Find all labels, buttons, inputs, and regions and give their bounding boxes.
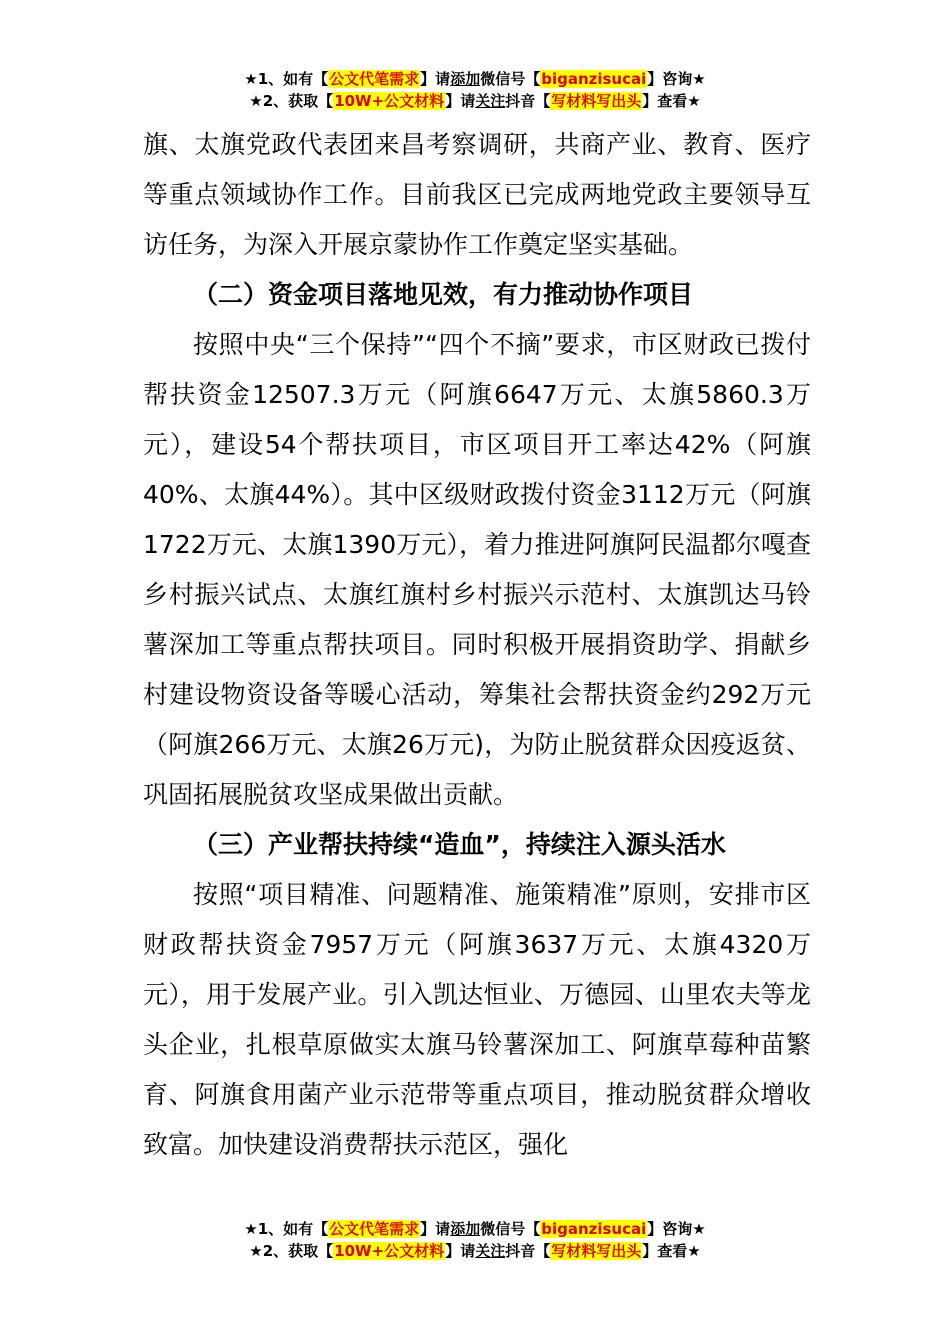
promo-highlight-wechat-id: biganzisucai (541, 1220, 647, 1238)
promo-highlight-douyin: 写材料写出头 (551, 1242, 642, 1260)
section-heading-2: （二）资金项目落地见效，有力推动协作项目 (193, 280, 694, 309)
promo-highlight-materials: 10W+公文材料 (334, 92, 445, 110)
promo-line-1: ★1、如有【公文代笔需求】请添加微信号【biganzisucai】咨询★ (244, 70, 706, 88)
promo-highlight-wechat-id: biganzisucai (541, 70, 647, 88)
promo-highlight-service: 公文代笔需求 (329, 70, 420, 88)
footer-promo-banner (0, 1218, 950, 1262)
promo-line-2: ★2、获取【10W+公文材料】请关注抖音【写材料写出头】查看★ (249, 1242, 701, 1260)
document-body (143, 120, 811, 1170)
promo-highlight-service: 公文代笔需求 (329, 1220, 420, 1238)
promo-line-1: ★1、如有【公文代笔需求】请添加微信号【biganzisucai】咨询★ (244, 1220, 706, 1238)
promo-line-2: ★2、获取【10W+公文材料】请关注抖音【写材料写出头】查看★ (249, 92, 701, 110)
section-heading-3: （三）产业帮扶持续“造血”，持续注入源头活水 (193, 830, 726, 859)
paragraph-funding: 按照中央“三个保持”“四个不摘”要求，市区财政已拨付帮扶资金12507.3万元（阿旗6647万元、太旗5860.3万元），建设54个帮扶项目，市区项目开工率达42%（阿旗40%、太旗44%）。其中区级财政拨付资金3112万元（阿旗1722万元、太旗1390万元），着力推进阿旗阿民温都尔嘎查乡村振兴试点、太旗红旗村乡村振兴示范村、太旗凯达马铃薯深加工等重点帮扶项目。同时积极开展捐资助学、捐献乡村建设物资设备等暖心活动，筹集社会帮扶资金约292万元（阿旗266万元、太旗26万元)，为防止脱贫群众因疫返贫、巩固拓展脱贫攻坚成果做出贡献。 (143, 330, 811, 809)
header-promo-banner (0, 68, 950, 112)
promo-highlight-douyin: 写材料写出头 (551, 92, 642, 110)
paragraph-continuation: 旗、太旗党政代表团来昌考察调研，共商产业、教育、医疗等重点领域协作工作。目前我区已完成两地党政主要领导互访任务，为深入开展京蒙协作工作奠定坚实基础。 (143, 130, 811, 259)
promo-highlight-materials: 10W+公文材料 (334, 1242, 445, 1260)
paragraph-industry: 按照“项目精准、问题精准、施策精准”原则，安排市区财政帮扶资金7957万元（阿旗3637万元、太旗4320万元），用于发展产业。引入凯达恒业、万德园、山里农夫等龙头企业，扎根草原做实太旗马铃薯深加工、阿旗草莓种苗繁育、阿旗食用菌产业示范带等重点项目，推动脱贫群众增收致富。加快建设消费帮扶示范区，强化 (143, 880, 811, 1159)
